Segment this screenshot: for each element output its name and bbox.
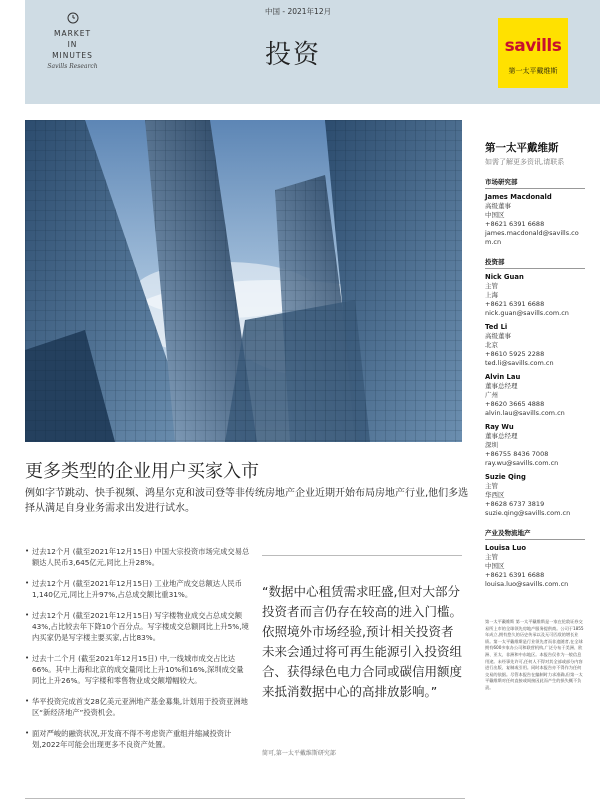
lede-paragraph: 例如字节跳动、快手视频、鸿星尔克和波司登等非传统房地产企业近期开始布局房地产行业,他们多选择从满足自身业务需求出发进行试水。: [25, 488, 469, 514]
divider: [262, 555, 462, 556]
market-in-minutes-brand: [25, 12, 120, 70]
contact-location: 华西区: [485, 491, 505, 499]
contact-location: 上海: [485, 291, 498, 299]
contact-card: [485, 273, 585, 318]
disclaimer-note: 第一太平戴维斯 第一太平戴维斯是一家在伦敦证券交易所上市的全球领先房地产服务提供商。公司于1855年成立,拥有悠久的历史传承以及无可匹敌的增长业绩。第一太平戴维斯是行业领先者而非追随者,在全球拥有600多家办公司和联营机构,广泛分布于美洲、欧洲、亚太、非洲和中东地区。本报告仅作为一般信息用途。未经事先许可,任何人不得对其全部或部分内容进行出版、复制或引用。同时本报告亦不得作为任何交易的依据。尽管本报告在编制时力求准确,但第一太平戴维斯对任何直接或间接因此而产生的损失概不负责。: [485, 619, 584, 690]
contact-title: 高级董事: [485, 202, 511, 210]
contact-name: Ray Wu: [485, 423, 514, 431]
contact-phone: +8621 6391 6688: [485, 220, 545, 228]
section-heading-investment: 投资部: [485, 257, 585, 269]
contact-card: [485, 193, 585, 247]
contact-phone: +8620 3665 4888: [485, 400, 545, 408]
contact-card: [485, 473, 585, 518]
page-title: 投资: [265, 40, 322, 70]
contact-name: James Macdonald: [485, 193, 552, 201]
contact-phone: +86755 8436 7008: [485, 450, 549, 458]
hero-skyscraper-image: [25, 120, 462, 442]
brand-line: MINUTES: [52, 51, 93, 60]
contact-location: 中国区: [485, 562, 505, 570]
contact-email[interactable]: alvin.lau@savills.com.cn: [485, 409, 565, 417]
contact-phone: +8610 5925 2288: [485, 350, 545, 358]
contact-card: [485, 544, 585, 589]
contact-name: Suzie Qing: [485, 473, 526, 481]
clock-icon: [67, 12, 79, 24]
contacts-sidebar: [485, 140, 585, 692]
contact-name: Nick Guan: [485, 273, 524, 281]
brand-line: IN: [67, 40, 78, 49]
contact-email[interactable]: suzie.qing@savills.com.cn: [485, 509, 571, 517]
contact-location: 北京: [485, 341, 498, 349]
contact-title: 董事总经理: [485, 382, 518, 390]
brand-subtitle: Savills Research: [47, 63, 98, 70]
contact-location: 深圳: [485, 441, 498, 449]
section-heading-research: 市场研究部: [485, 177, 585, 189]
contact-email[interactable]: james.macdonald@savills.com.cn: [485, 229, 579, 246]
bullet-item: • 过去12个月 (截至2021年12月15日) 中国大宗投资市场完成交易总额达人民币3,645亿元,同比上升28%。: [25, 546, 250, 568]
contact-location: 中国区: [485, 211, 505, 219]
contact-email[interactable]: ray.wu@savills.com.cn: [485, 459, 559, 467]
contact-name: Louisa Luo: [485, 544, 527, 552]
contact-title: 主管: [485, 282, 498, 290]
contact-name: Alvin Lau: [485, 373, 521, 381]
savills-logo: [498, 18, 568, 88]
contact-phone: +8628 6737 3819: [485, 500, 545, 508]
bullet-item: • 过去12个月 (截至2021年12月15日) 工业地产成交总额达人民币1,140亿元,同比上升97%,占总成交额比重31%。: [25, 578, 250, 600]
contact-title: 主管: [485, 482, 498, 490]
key-points-list: [25, 546, 250, 760]
bullet-item: • 面对严峻的融资状况,开发商不得不考虑资产重组并缩减投资计划,2022年可能会出现更多不良资产处置。: [25, 728, 250, 750]
section-heading-industrial: 产业及物流地产: [485, 528, 585, 540]
sidebar-title: 第一太平戴维斯: [485, 142, 559, 154]
contact-card: [485, 423, 585, 468]
header-band: [25, 0, 600, 104]
bullet-item: • 华平投资完成首支28亿美元亚洲地产基金募集,计划用于投资亚洲地区“新经济地产”投资机会。: [25, 696, 250, 718]
contact-email[interactable]: nick.guan@savills.com.cn: [485, 309, 569, 317]
contact-title: 主管: [485, 553, 498, 561]
logo-wordmark: savills: [504, 36, 562, 56]
divider: [25, 798, 465, 799]
contact-email[interactable]: louisa.luo@savills.com.cn: [485, 580, 569, 588]
contact-title: 董事总经理: [485, 432, 518, 440]
brand-line: MARKET: [53, 29, 92, 38]
logo-chinese-name: 第一太平戴维斯: [508, 67, 558, 75]
headline: 更多类型的企业用户买家入市: [25, 461, 259, 482]
contact-name: Ted Li: [485, 323, 508, 331]
contact-card: [485, 323, 585, 368]
contact-email[interactable]: ted.li@savills.com.cn: [485, 359, 554, 367]
quote-attribution: 简可,第一太平戴维斯研究部: [262, 750, 336, 757]
bullet-item: • 过去十二个月 (截至2021年12月15日) 中,一线城市成交占比达66%。其中上海和北京的成交量同比上升10%和16%,深圳成交量同比上升26%。写字楼和零售物业成交额增幅较大。: [25, 653, 250, 686]
bullet-item: • 过去12个月 (截至2021年12月15日) 写字楼物业成交占总成交额43%,占比较去年下降10个百分点。写字楼成交总额同比上升5%,境内买家仍是写字楼主要买家,占比83%。: [25, 610, 250, 643]
contact-phone: +8621 6391 6688: [485, 571, 545, 579]
contact-location: 广州: [485, 391, 498, 399]
contact-card: [485, 373, 585, 418]
contact-title: 高级董事: [485, 332, 511, 340]
report-date: 中国 - 2021年12月: [265, 7, 332, 16]
sidebar-subtitle: 如需了解更多资讯,请联系: [485, 158, 565, 166]
contact-phone: +8621 6391 6688: [485, 300, 545, 308]
pull-quote: “数据中心租赁需求旺盛,但对大部分投资者而言仍存在较高的进入门槛。依照境外市场经验,预计相关投资者未来会通过将可再生能源引入投资组合、获得绿色电力合同或碳信用额度来抵消数据中心的高排放影响。”: [262, 584, 463, 699]
